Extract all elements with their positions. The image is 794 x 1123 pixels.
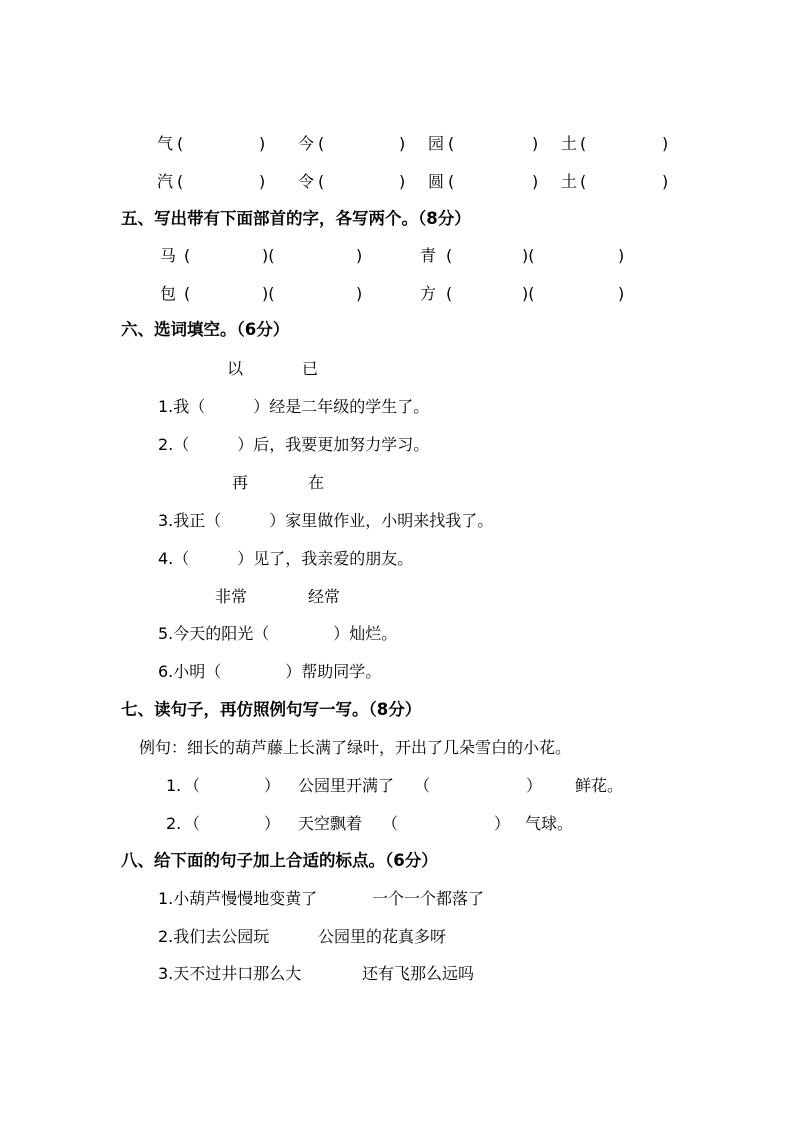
paren-open: ( (580, 134, 587, 153)
answer-blank: （ ） (173, 435, 254, 454)
answer-blank: （ ） (184, 776, 281, 795)
paren-close: ) (399, 134, 406, 153)
word-option: 在 (308, 473, 325, 492)
paren-close: ) (532, 134, 539, 153)
paren-open: ( (580, 172, 587, 191)
word-option: 以 (227, 359, 244, 378)
paren-open: ( (177, 134, 184, 153)
radical: 青 (420, 246, 437, 265)
word-option: 已 (302, 359, 319, 378)
section6-heading: 六、选词填空。（6分） (121, 320, 290, 339)
answer-blank: （ ） (184, 814, 281, 833)
word-option: 再 (232, 473, 249, 492)
section5-heading: 五、写出带有下面部首的字，各写两个。（8分） (121, 209, 471, 228)
radical: 包 (160, 284, 177, 303)
char-3: 圆 (428, 172, 445, 191)
paren-close: ) (399, 172, 406, 191)
answer-blank: ( (184, 246, 191, 265)
fill-item: 4.（ ）见了，我亲爱的朋友。 (158, 549, 414, 568)
char-2: 今 (298, 134, 315, 153)
fill-item: 6.小明（ ）帮助同学。 (158, 662, 382, 681)
paren-close: ) (662, 172, 669, 191)
char-1: 气 (157, 134, 174, 153)
char-1: 汽 (157, 172, 174, 191)
answer-blank: )( (522, 246, 535, 265)
answer-blank: （ ） (189, 397, 270, 416)
answer-blank: （ ） (253, 624, 350, 643)
answer-blank: ) (618, 246, 625, 265)
word-option: 经常 (308, 587, 341, 606)
answer-blank: ) (356, 246, 363, 265)
paren-open: ( (318, 172, 325, 191)
fill-item: 3.我正（ ）家里做作业，小明来找我了。 (158, 511, 494, 530)
answer-blank: ) (356, 284, 363, 303)
radical: 马 (160, 246, 177, 265)
fill-item: 1.我（ ）经是二年级的学生了。 (158, 397, 430, 416)
char-3: 园 (428, 134, 445, 153)
paren-open: ( (318, 134, 325, 153)
fill-item: 5.今天的阳光（ ）灿烂。 (158, 624, 398, 643)
answer-blank: )( (522, 284, 535, 303)
answer-blank: ) (618, 284, 625, 303)
radical: 方 (420, 284, 437, 303)
answer-blank: )( (262, 284, 275, 303)
section8-heading: 八、给下面的句子加上合适的标点。（6分） (121, 851, 438, 870)
answer-blank: ( (446, 246, 453, 265)
example-sentence: 例句：细长的葫芦藤上长满了绿叶，开出了几朵雪白的小花。 (139, 738, 572, 757)
answer-blank: （ ） (382, 814, 511, 833)
answer-blank: ( (184, 284, 191, 303)
paren-open: ( (448, 134, 455, 153)
answer-blank: （ ） (173, 549, 254, 568)
word-option: 非常 (215, 587, 248, 606)
paren-close: ) (532, 172, 539, 191)
answer-blank: ( (446, 284, 453, 303)
paren-open: ( (177, 172, 184, 191)
paren-open: ( (448, 172, 455, 191)
fill-item: 2.（ ）后，我要更加努力学习。 (158, 435, 430, 454)
answer-blank: )( (262, 246, 275, 265)
paren-close: ) (259, 172, 266, 191)
answer-blank: （ ） (205, 511, 286, 530)
section7-heading: 七、读句子，再仿照例句写一写。（8分） (121, 700, 422, 719)
paren-close: ) (259, 134, 266, 153)
char-2: 令 (298, 172, 315, 191)
char-4: 土 (561, 172, 578, 191)
char-4: 土 (561, 134, 578, 153)
answer-blank: （ ） (414, 776, 543, 795)
paren-close: ) (662, 134, 669, 153)
answer-blank: （ ） (205, 662, 302, 681)
